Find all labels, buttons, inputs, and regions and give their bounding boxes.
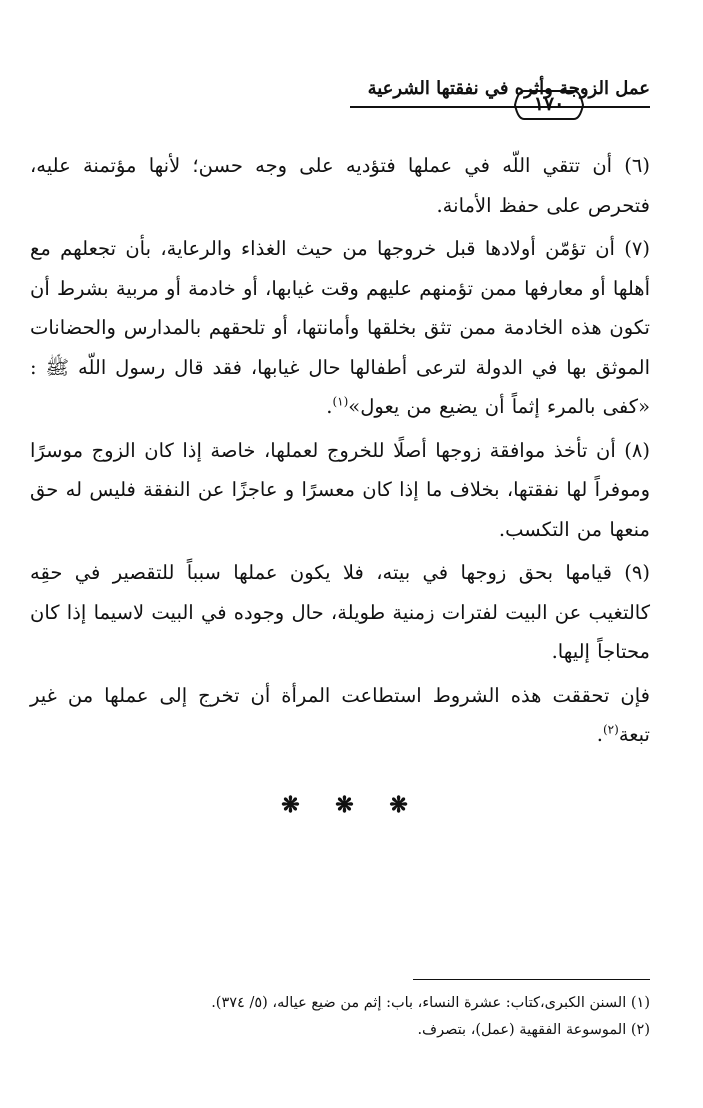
footnote-1: (١) السنن الكبرى،كتاب: عشرة النساء، باب: إثم من ضيع عياله، (٥/ ٣٧٤). [211, 995, 650, 1011]
paragraph-conclusion: فإن تحققت هذه الشروط استطاعت المرأة أن تخرج إلى عملها من غير تبعة$^{(٢)}$. [30, 683, 650, 746]
footnote-ref[interactable]: (٢) [602, 722, 619, 737]
header-title: عمل الزوجة وأثره في نفقتها الشرعية [367, 78, 650, 99]
footnote-2: (٢) الموسوعة الفقهية (عمل)، بتصرف. [417, 1022, 650, 1038]
paragraph-text: (٦) أن تتقي اللّه في عملها فتؤديه على وجه حسن؛ لأنها مؤتمنة عليه، فتحرص على حفظ الأمانة. [30, 154, 650, 217]
paragraph-text: (٨) أن تأخذ موافقة زوجها أصلًا للخروج لعملها، خاصة إذا كان الزوج موسرًا وموفراً لها نفقتها، بخلاف ما إذا كان معسرًا و عاجزًا عن النفقة فليس له حق منعها من التكسب. [30, 438, 650, 541]
paragraph-text: (٩) قيامها بحق زوجها في بيته، فلا يكون عملها سبباً للتقصير في حقِه كالتغيب عن البيت لفترات زمنية طويلة، حال وجوده في البيت لاسيما إذا كان محتاجاً إليها. [30, 561, 650, 663]
running-header [30, 76, 650, 116]
paragraph-condition-8 [30, 431, 650, 550]
paragraph-condition-7: (٧) أن تؤمّن أولادها قبل خروجها من حيث الغذاء والرعاية، بأن تجعلهم مع أهلها أو معارفها ممن تؤمنهم عليهم وقت غيابها، أو خادمة أو مربية بشرط أن تكون هذه الخادمة ممن تثق بخلقها وأمانتها، أو تلحقهم بالمدارس والحضانات الموثق بها في الدولة لترعى أطفالها حال غيابها، فقد قال رسول اللّه ﷺ : «كفى بالمرء إثماً أن يضيع من يعول»$^{(١)}$. [30, 237, 650, 418]
footnotes [30, 990, 650, 1044]
main-text [30, 146, 650, 759]
section-separator: ❋ ❋ ❋ [281, 792, 422, 818]
paragraph-condition-9 [30, 553, 650, 672]
page-number: ١٧٠ [533, 93, 565, 115]
paragraph-text: (٧) أن تؤمّن أولادها قبل خروجها من حيث الغذاء والرعاية، بأن تجعلهم مع أهلها أو معارفها ممن تؤمنهم عليهم وقت غيابها، أو خادمة أو مربية بشرط أن تكون هذه الخادمة ممن تثق بخلقها وأمانتها، أو تلحقهم بالمدارس والحضانات الموثق بها في الدولة لترعى أطفالها حال غيابها، فقد قال رسول اللّه ﷺ : «كفى بالمرء إثماً أن يضيع من يعول» [30, 237, 650, 418]
footnote-rule [413, 979, 650, 980]
paragraph-text: فإن تحققت هذه الشروط استطاعت المرأة أن تخرج إلى عملها من غير تبعة [30, 683, 650, 746]
header-dash [596, 106, 650, 108]
page-number-ornament [514, 90, 584, 120]
paragraph-condition-6 [30, 146, 650, 225]
footnote-ref[interactable]: (١) [332, 394, 349, 409]
